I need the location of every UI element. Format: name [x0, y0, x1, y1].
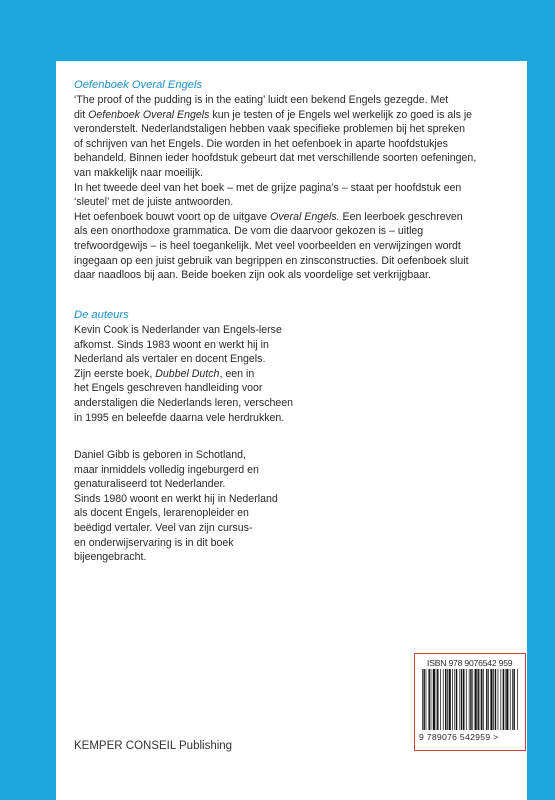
barcode-bar: [517, 669, 518, 730]
text-line: Kevin Cook is Nederlander van Engels-lerse: [74, 324, 282, 336]
text-line: Zijn eerste boek, Dubbel Dutch, een in: [74, 367, 255, 380]
section-heading-oefenboek: Oefenboek Overal Engels: [74, 79, 203, 91]
barcode-bar: [486, 669, 487, 730]
barcode-bar: [452, 669, 453, 730]
text-line: het Engels geschreven handleiding voor: [74, 382, 263, 395]
text-line: als een onorthodoxe grammatica. De vom die daarvoor gekozen is – uitleg: [74, 225, 424, 238]
author-bio-daniel-gibb: [74, 448, 278, 565]
book-title: Dubbel Dutch: [155, 367, 220, 380]
barcode-number: 9 789076 542959 >: [419, 732, 499, 742]
text-line: veronderstelt. Nederlandstaligen hebben vaak specifieke problemen bij het spreken: [74, 123, 466, 136]
barcode-bar: [475, 669, 477, 730]
text-line: ingegaan op een juist gebruik van begrippen en zinsconstructies. Dit oefenboek sluit: [74, 254, 469, 267]
text-line: genaturaliseerd tot Nederlander.: [74, 478, 226, 491]
barcode-bar: [423, 669, 424, 730]
text-line: als docent Engels, lerarenopleider en: [74, 507, 249, 520]
publisher-name: KEMPER CONSEIL Publishing: [74, 740, 233, 752]
book-title: Oefenboek Overal Engels: [88, 108, 210, 121]
text-line: Het oefenboek bouwt voort op de uitgave Overal Engels. Een leerboek geschreven: [74, 210, 463, 223]
text-line: bijeengebracht.: [74, 551, 147, 564]
barcode-bar: [454, 669, 455, 730]
barcode-bar: [490, 669, 492, 730]
text-line: In het tweede deel van het boek – met de grijze pagina’s – staat per hoofdstuk een: [74, 181, 462, 194]
author-bio-kevin-cook: [74, 323, 293, 425]
text-line: ‘sleutel’ met de juiste antwoorden.: [74, 196, 234, 209]
text-line: of schrijven van het Engels. Die worden in het oefenboek in aparte hoofdstukjes: [74, 137, 448, 150]
barcode-bar: [422, 669, 423, 730]
barcode-bar: [437, 669, 438, 730]
barcode-bar: [480, 669, 481, 730]
barcode-bar: [503, 669, 504, 730]
barcode-bar: [461, 669, 462, 730]
barcode-bar: [445, 669, 446, 730]
barcode-bar: [449, 669, 451, 730]
barcode-bar: [506, 669, 508, 730]
text-line: anderstaligen die Nederlands leren, verscheen: [74, 396, 294, 409]
text-line: behandeld. Binnen ieder hoofdstuk gebeurt dat met verschillende soorten oefeningen,: [74, 152, 477, 165]
text-line: beëdigd vertaler. Veel van zijn cursus-: [74, 521, 253, 534]
text-line: Nederland als vertaler en docent Engels.: [74, 353, 266, 366]
barcode-bar: [510, 669, 511, 730]
text-line: ‘The proof of the pudding is in the eating’ luidt een bekend Engels gezegde. Met: [74, 94, 449, 106]
barcode-bar: [481, 669, 482, 730]
text-line: dit Oefenboek Overal Engels kun je testen of je Engels wel werkelijk zo goed is als je: [74, 108, 473, 121]
text-line: Daniel Gibb is geboren in Schotland,: [74, 449, 246, 461]
text-line: daar naadloos bij aan. Beide boeken zijn ook als voordelige set verkrijgbaar.: [74, 269, 431, 282]
barcode-bar: [498, 669, 499, 730]
barcode-bar: [513, 669, 514, 730]
text-line: van makkelijk naar moeilijk.: [74, 166, 203, 179]
barcode-bar: [469, 669, 470, 730]
book-title: Overal Engels.: [270, 210, 340, 223]
text-line: Sinds 1980 woont en werkt hij in Nederland: [74, 492, 278, 505]
isbn-label: ISBN 978 9076542 959: [427, 658, 513, 668]
barcode-bar: [443, 669, 444, 730]
text-line: in 1995 en beleefde daarna vele herdrukken.: [74, 411, 285, 424]
barcode-bar: [493, 669, 494, 730]
barcode-bar: [436, 669, 437, 730]
description-paragraph: [74, 93, 476, 283]
barcode-bar: [495, 669, 496, 730]
isbn-barcode: [414, 653, 526, 751]
barcode-bar: [431, 669, 432, 730]
barcode-bar: [483, 669, 484, 730]
text-line: afkomst. Sinds 1983 woont en werkt hij in: [74, 338, 269, 351]
barcode-bar: [470, 669, 471, 730]
section-heading-auteurs: De auteurs: [74, 309, 129, 321]
barcode-bar: [428, 669, 429, 730]
barcode-bar: [512, 669, 513, 730]
text-line: trefwoordgewijs – is heel toegankelijk. Met veel voorbeelden en verwijzingen wordt: [74, 239, 461, 252]
text-line: maar inmiddels volledig ingeburgerd en: [74, 463, 259, 476]
barcode-bar: [426, 669, 427, 730]
barcode-bar: [433, 669, 435, 730]
barcode-bar: [440, 669, 441, 730]
back-cover-panel: [56, 61, 527, 800]
barcode-bar: [459, 669, 460, 730]
text-line: en onderwijservaring is in dit boek: [74, 536, 234, 549]
barcode-bars: [421, 669, 519, 730]
barcode-bar: [500, 669, 501, 730]
barcode-bar: [466, 669, 467, 730]
barcode-bar: [505, 669, 506, 730]
barcode-bar: [477, 669, 478, 730]
barcode-bar: [472, 669, 473, 730]
barcode-bar: [456, 669, 457, 730]
barcode-bar: [463, 669, 464, 730]
barcode-bar: [488, 669, 489, 730]
barcode-bar: [447, 669, 448, 730]
